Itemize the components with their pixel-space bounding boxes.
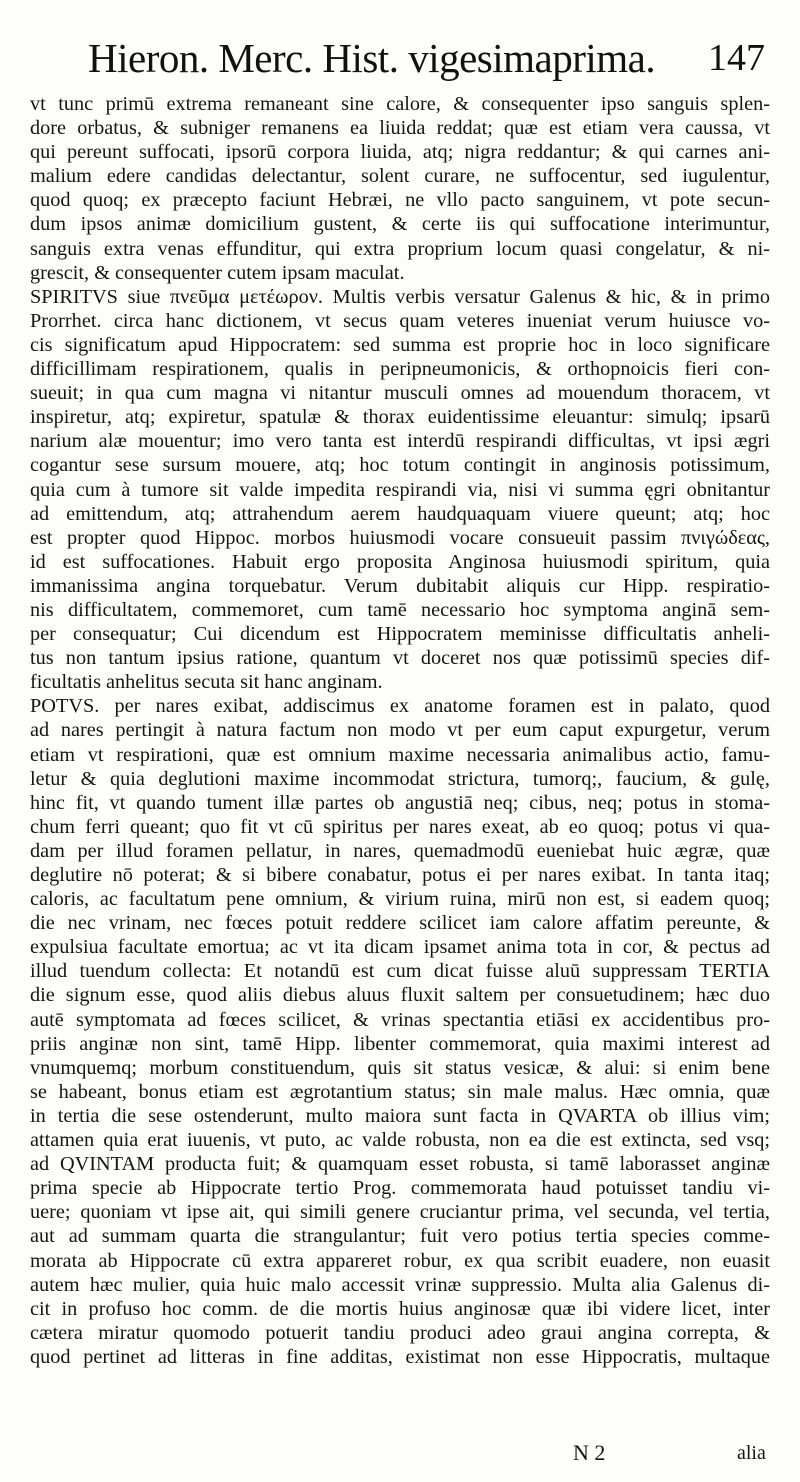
text-line: vnumquemq; morbum constituendum, quis sit status vesicæ, & alui: si enim bene xyxy=(30,1056,770,1079)
text-line: per consequatur; Cui dicendum est Hippocratem meminisse difficultatis anheli- xyxy=(30,623,770,646)
text-line: cit in profuso hoc comm. de die mortis huius anginosæ quæ ibi videre licet, inter xyxy=(30,1297,770,1320)
text-line: die nec vrinam, nec fœces potuit reddere scilicet iam calore affatim pereunte, & xyxy=(30,912,770,935)
text-line: letur & quia deglutioni maxime incommodat strictura, tumorq;, faucium, & gulę, xyxy=(30,767,770,790)
text-line: prima specie ab Hippocrate tertio Prog. commemorata haud potuisset tandiu vi- xyxy=(30,1177,770,1200)
text-line: sueuit; in qua cum magna vi nitantur musculi omnes ad mouendum thoracem, vt xyxy=(30,382,770,405)
signature-mark: N 2 xyxy=(573,1440,606,1465)
text-line: quod pertinet ad litteras in fine additas, existimat non esse Hippocratis, multaque xyxy=(30,1345,770,1368)
text-line: cætera miratur quomodo potuerit tandiu produci adeo graui angina correpta, & xyxy=(30,1321,770,1344)
text-line: inspiretur, atq; expiretur, spatulæ & thorax euidentissime eleuantur: simulq; ipsarū xyxy=(30,406,770,429)
text-line: POTVS. per nares exibat, addiscimus ex anatome foramen est in palato, quod xyxy=(30,695,770,718)
text-line: quia cum à tumore sit valde impedita respirandi via, nisi vi summa ęgri obnitantur xyxy=(30,478,770,501)
text-line: quod quoq; ex præcepto faciunt Hebræi, ne vllo pacto sanguinem, vt pote secun- xyxy=(30,189,770,212)
text-line: tus non tantum ipsius ratione, quantum vt doceret nos quæ potissimū species dif- xyxy=(30,647,770,670)
text-line: in tertia die sese ostenderunt, multo maiora sunt facta in QVARTA ob illius vim; xyxy=(30,1104,770,1127)
text-line: ficultatis anhelitus secuta sit hanc anginam. xyxy=(30,671,383,694)
text-line: autem hæc mulier, quia huic malo accessit vrinæ suppressio. Multa alia Galenus di- xyxy=(30,1273,770,1296)
text-line: expulsiua facultate emortua; ac vt ita dicam ipsamet anima tota in cor, & pectus ad xyxy=(30,936,770,959)
text-line: attamen quia erat iuuenis, vt puto, ac valde robusta, non ea die est extincta, sed vsq; xyxy=(30,1129,770,1152)
text-line: cis significatum apud Hippocratem: sed summa est proprie hoc in loco significare xyxy=(30,333,770,356)
text-line: deglutire nō poterat; & si bibere conabatur, potus ei per nares exibat. In tanta itaq; xyxy=(30,864,770,886)
text-line: Prorrhet. circa hanc dictionem, vt secus quam veteres inueniat verum huiusce vo- xyxy=(30,309,770,332)
text-line: caloris, ac facultatum pene omnium, & virium ruina, mirū non est, si eadem quoq; xyxy=(30,888,770,911)
body-text xyxy=(30,92,770,1369)
text-line: sanguis extra venas effunditur, qui extra proprium locum quasi congelatur, & ni- xyxy=(30,237,770,260)
text-line: etiam vt respirationi, quæ est omnium maxime necessaria animalibus actio, famu- xyxy=(30,743,770,766)
catchword: alia xyxy=(737,1442,766,1464)
text-line: ad QVINTAM producta fuit; & quamquam esset robusta, si tamē laborasset anginæ xyxy=(30,1153,770,1176)
text-line: malium edere candidas delectantur, solent curare, ne suffocentur, sed iugulentur, xyxy=(30,165,770,188)
text-line: aut ad summam quarta die strangulantur; fuit vero potius tertia species comme- xyxy=(30,1225,770,1248)
text-line: uere; quoniam vt ipse ait, qui simili genere cruciantur prima, vel secunda, vel tertia, xyxy=(30,1201,770,1224)
text-line: ad nares pertingit à natura factum non modo vt per eum caput expurgetur, verum xyxy=(30,719,770,742)
text-line: dum ipsos animæ domicilium gustent, & certe iis qui suffocatione interimuntur, xyxy=(30,213,770,236)
text-line: est propter quod Hippoc. morbos huiusmodi vocare consueuit passim πνιγώδεας, xyxy=(30,526,770,549)
page-number: 147 xyxy=(708,37,765,79)
text-line: chum ferri queant; quo fit vt cū spiritus per nares exeat, ab eo quoq; potus vi qua- xyxy=(30,815,770,838)
text-line: dore orbatus, & subniger remanens ea liuida reddat; quæ est etiam vera caussa, vt xyxy=(30,117,770,140)
text-line: difficillimam respirationem, qualis in peripneumonicis, & orthopnoicis fieri con- xyxy=(30,358,770,381)
text-line: nis difficultatem, commemoret, cum tamē necessario hoc symptoma anginā sem- xyxy=(30,598,770,621)
text-line: dam per illud foramen pellatur, in nares, quemadmodū eueniebat huic ægræ, quæ xyxy=(30,839,770,862)
text-line: morata ab Hippocrate cū extra appareret robur, ex qua scribit euadere, non euasit xyxy=(30,1249,770,1272)
text-line: cogantur sese sursum mouere, atq; hoc totum contingit in anginosis potissimum, xyxy=(30,454,770,477)
text-line: SPIRITVS siue πνεῦμα μετέωρον. Multis verbis versatur Galenus & hic, & in primo xyxy=(30,285,770,308)
text-line: hinc fit, vt quando tument illæ partes ob angustiā neq; cibus, neq; potus in stoma- xyxy=(30,791,770,814)
text-line: autē symptomata ad fœces scilicet, & vrinas spectantia etiāsi ex accidentibus pro- xyxy=(30,1008,770,1031)
text-line: qui pereunt suffocati, ipsorū corpora liuida, atq; nigra reddantur; & qui carnes ani- xyxy=(30,141,770,164)
text-line: immanissima angina torquebatur. Verum dubitabit aliquis cur Hipp. respiratio- xyxy=(30,574,770,597)
text-line: se habeant, bonus etiam est ægrotantium status; sin male malus. Hæc omnia, quæ xyxy=(30,1080,770,1103)
text-line: priis anginæ non sint, tamē Hipp. libenter commemorat, quia maximi interest ad xyxy=(30,1032,770,1055)
page-footer xyxy=(0,1438,800,1474)
text-line: id est suffocationes. Habuit ergo proposita Anginosa huiusmodi spiritum, quia xyxy=(30,550,770,573)
running-title: Hieron. Merc. Hist. vigesimaprima. xyxy=(88,35,656,81)
text-line: ad emittendum, atq; attrahendum aerem haudquaquam viuere queunt; atq; hoc xyxy=(30,502,770,525)
text-line: die signum esse, quod aliis diebus aluus fluxit saltem per consuetudinem; hæc duo xyxy=(30,984,770,1007)
text-line: grescit, & consequenter cutem ipsam maculat. xyxy=(30,261,405,284)
text-line: illud tuendum collecta: Et notandū est cum dicat fuisse aluū suppressam TERTIA xyxy=(30,960,770,983)
text-line: vt tunc primū extrema remaneant sine calore, & consequenter ipso sanguis splen- xyxy=(30,93,770,115)
text-line: narium alæ mouentur; imo vero tanta est interdū respirandi difficultas, vt ipsi ægri xyxy=(30,430,770,453)
running-header xyxy=(0,28,800,88)
